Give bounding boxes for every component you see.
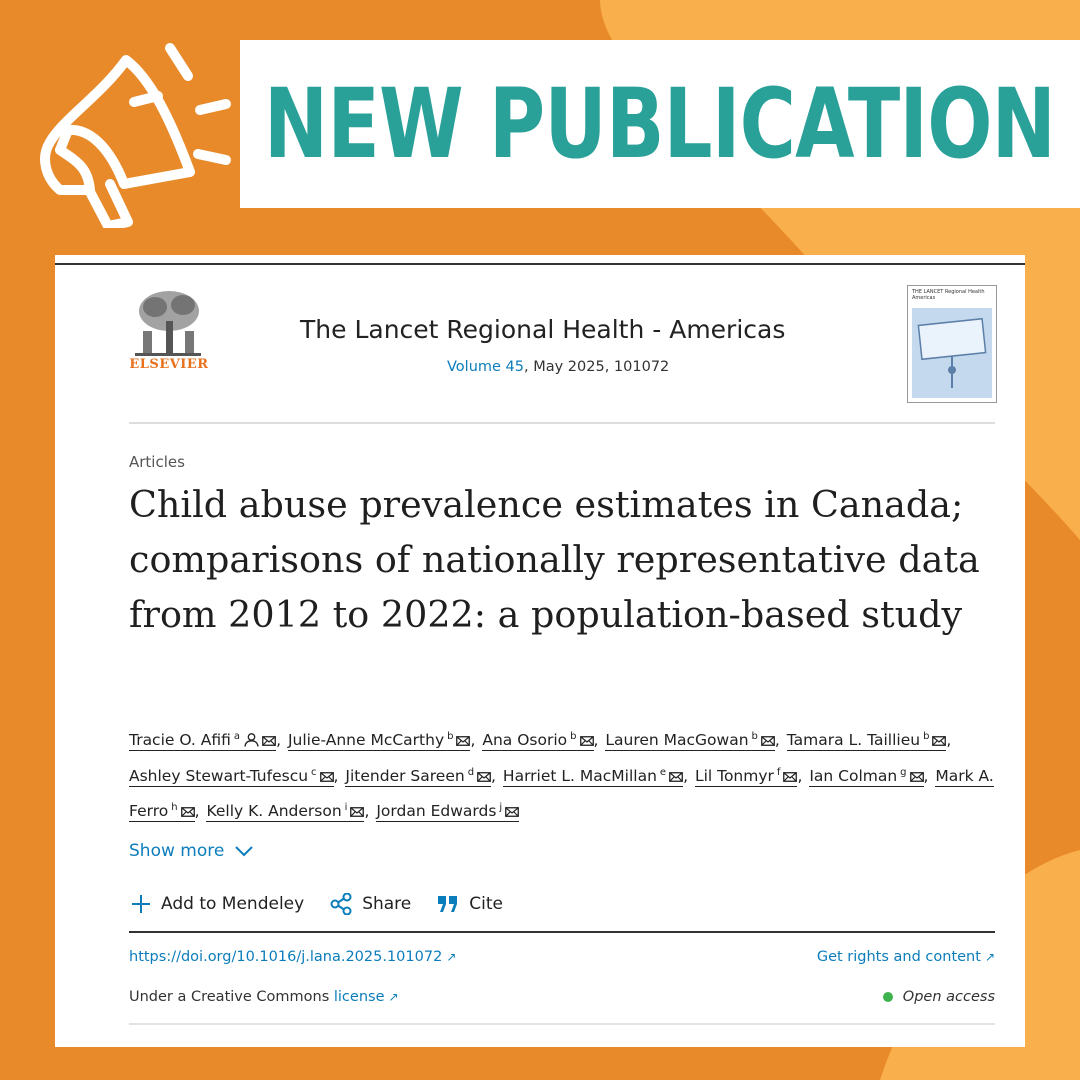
- author-name: Ian Colman: [809, 766, 898, 785]
- affiliation-marker: c: [311, 766, 317, 778]
- cite-label: Cite: [469, 894, 503, 914]
- author-separator: ,: [774, 731, 780, 750]
- rights-text: Get rights and content: [816, 949, 981, 965]
- author-name: Ashley Stewart-Tufescu: [129, 766, 309, 785]
- license-link[interactable]: [334, 989, 399, 1005]
- article-card: [55, 255, 1025, 1047]
- author-link[interactable]: [809, 767, 923, 787]
- mail-icon: [761, 736, 775, 746]
- chevron-down-icon: [234, 845, 254, 857]
- cite-button[interactable]: [437, 894, 503, 914]
- mail-icon: [669, 772, 683, 782]
- affiliation-marker: g: [900, 766, 907, 778]
- affiliation-marker: b: [751, 731, 758, 742]
- card-top-border: [55, 263, 1025, 265]
- author-separator: ,: [491, 766, 496, 785]
- author-link[interactable]: [482, 731, 593, 751]
- article-title: Child abuse prevalence estimates in Canada; comparisons of nationally representative data from 2012 to 2022: a population-based study: [129, 483, 980, 636]
- affiliation-marker: b: [447, 731, 454, 742]
- plus-icon: [131, 894, 151, 914]
- quote-icon: [437, 895, 459, 913]
- author-separator: ,: [683, 766, 688, 785]
- affiliation-marker: e: [659, 766, 667, 778]
- author-name: Ana Osorio: [482, 731, 568, 750]
- mail-icon: [181, 807, 195, 817]
- affiliation-marker: b: [923, 731, 930, 742]
- bottom-divider: [129, 1023, 995, 1025]
- cover-header-text: THE LANCET Regional Health Americas: [912, 289, 985, 301]
- open-access-label: Open access: [902, 989, 995, 1005]
- affiliation-marker: j: [499, 802, 503, 814]
- affiliation-marker: b: [570, 731, 577, 742]
- author-separator: ,: [797, 766, 803, 785]
- mail-icon: [320, 772, 334, 782]
- article-type: Articles: [129, 453, 185, 471]
- author-link[interactable]: [345, 767, 491, 787]
- author-name: Julie-Anne McCarthy: [287, 731, 445, 750]
- author-link[interactable]: [206, 802, 364, 822]
- add-to-mendeley-button[interactable]: [131, 894, 304, 914]
- show-more-label: Show more: [129, 841, 225, 861]
- open-access-dot-icon: [883, 992, 893, 1002]
- author-link[interactable]: [129, 767, 334, 787]
- banner-title: NEW PUBLICATION: [264, 68, 1056, 180]
- author-separator: ,: [946, 731, 952, 750]
- rights-link[interactable]: [817, 949, 995, 965]
- publisher-label: ELSEVIER: [129, 357, 209, 372]
- share-button[interactable]: [330, 893, 411, 915]
- add-to-mendeley-label: Add to Mendeley: [161, 894, 305, 914]
- author-separator: ,: [194, 802, 200, 821]
- affiliation-marker: i: [344, 802, 348, 814]
- author-link[interactable]: [787, 731, 947, 751]
- author-link[interactable]: [288, 731, 471, 751]
- author-name: Tamara L. Taillieu: [786, 731, 921, 750]
- author-name: Jitender Sareen: [345, 766, 465, 785]
- affiliation-marker: h: [171, 802, 178, 814]
- license-link-text: license: [333, 989, 385, 1005]
- author-link[interactable]: [129, 731, 276, 751]
- author-name: Harriet L. MacMillan: [502, 766, 657, 785]
- license-prefix: Under a Creative Commons: [129, 989, 334, 1005]
- author-name: Lil Tonmyr: [694, 766, 774, 785]
- mail-icon: [262, 736, 276, 746]
- affiliation-marker: a: [233, 731, 241, 742]
- cover-artwork: [912, 308, 992, 398]
- person-icon: [244, 733, 259, 747]
- share-icon: [330, 893, 352, 915]
- mail-icon: [456, 736, 470, 746]
- mail-icon: [350, 807, 364, 817]
- mail-icon: [783, 772, 797, 782]
- open-access-badge: [883, 989, 995, 1005]
- author-separator: ,: [276, 731, 281, 750]
- journal-cover-image[interactable]: [907, 285, 997, 403]
- journal-volume-line: [447, 359, 669, 375]
- doi-link[interactable]: [129, 949, 456, 965]
- mail-icon: [932, 736, 946, 746]
- external-link-icon: ↗: [984, 950, 995, 964]
- author-link[interactable]: [376, 802, 519, 822]
- doi-text: https://doi.org/10.1016/j.lana.2025.101072: [129, 949, 443, 965]
- mail-icon: [910, 772, 924, 782]
- license-line: [129, 989, 399, 1005]
- affiliation-marker: f: [776, 766, 781, 778]
- author-name: Jordan Edwards: [376, 802, 497, 821]
- author-separator: ,: [593, 731, 599, 750]
- show-more-button[interactable]: [129, 841, 254, 861]
- mail-icon: [580, 736, 594, 746]
- author-separator: ,: [923, 766, 929, 785]
- author-name: Kelly K. Anderson: [206, 802, 342, 821]
- external-link-icon: ↗: [388, 990, 399, 1004]
- title-banner: [240, 40, 1080, 208]
- volume-link[interactable]: Volume 45: [447, 359, 524, 375]
- action-bar: [131, 893, 529, 915]
- author-separator: ,: [470, 731, 476, 750]
- author-name: Tracie O. Afifi: [129, 731, 231, 750]
- mail-icon: [477, 772, 491, 782]
- author-link[interactable]: [503, 767, 683, 787]
- journal-title[interactable]: The Lancet Regional Health - Americas: [300, 315, 786, 344]
- header-divider: [129, 422, 995, 424]
- mail-icon: [505, 807, 519, 817]
- share-label: Share: [362, 894, 412, 914]
- actions-divider: [129, 931, 995, 933]
- author-separator: ,: [333, 766, 339, 785]
- issue-details: , May 2025, 101072: [524, 359, 670, 375]
- author-name: Mark A. Ferro: [129, 766, 994, 821]
- external-link-icon: ↗: [446, 950, 457, 964]
- author-separator: ,: [364, 802, 370, 821]
- affiliation-marker: d: [467, 766, 475, 778]
- megaphone-icon: [30, 38, 235, 228]
- author-link[interactable]: [605, 731, 775, 751]
- author-list: [129, 721, 1009, 828]
- author-name: Lauren MacGowan: [605, 731, 749, 750]
- author-link[interactable]: [695, 767, 798, 787]
